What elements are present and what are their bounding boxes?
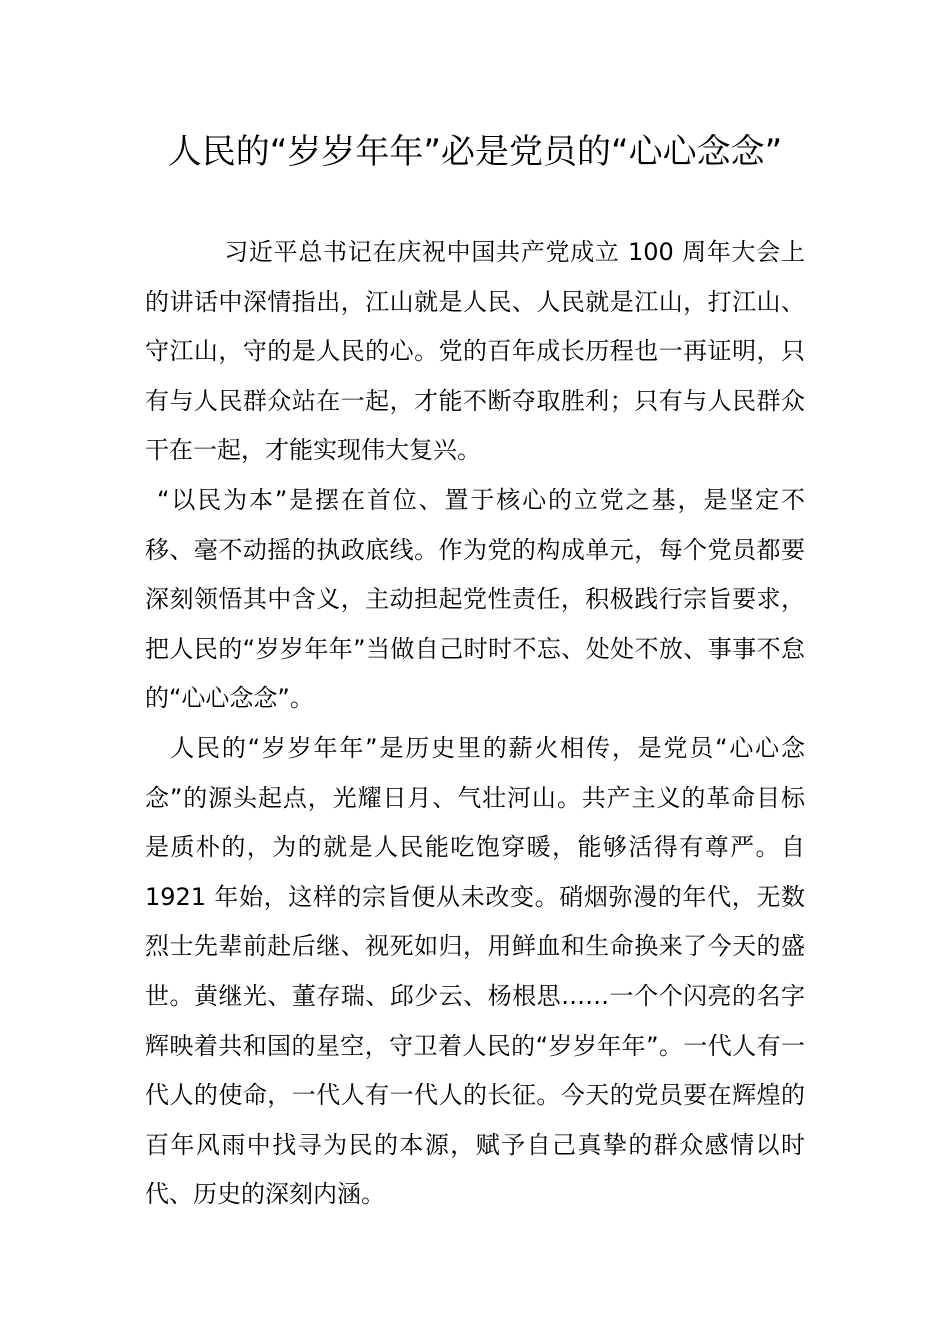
paragraph-1: 习近平总书记在庆祝中国共产党成立 100 周年大会上的讲话中深情指出，江山就是人民、人民就是江山，打江山、守江山，守的是人民的心。党的百年成长历程也一再证明，只有与人民群众站在一起，才能不断夺取胜利；只有与人民群众干在一起，才能实现伟大复兴。 [145,238,805,465]
document-body [145,228,805,1220]
paragraph-2: “以民为本”是摆在首位、置于核心的立党之基，是坚定不移、毫不动摇的执政底线。作为党的构成单元，每个党员都要深刻领悟其中含义，主动担起党性责任，积极践行宗旨要求，把人民的“岁岁年年”当做自己时时不忘、处处不放、事事不怠的“心心念念”。 [145,485,805,713]
paragraph-3: 人民的“岁岁年年”是历史里的薪火相传，是党员“心心念念”的源头起点，光耀日月、气壮河山。共产主义的革命目标是质朴的，为的就是人民能吃饱穿暖，能够活得有尊严。自 1921 年始，这样的宗旨便从未改变。硝烟弥漫的年代，无数烈士先辈前赴后继、视死如归，用鲜血和生命换来了今天的盛世。黄继光、董存瑞、邱少云、杨根思……一个个闪亮的名字辉映着共和国的星空，守卫着人民的“岁岁年年”。一代人有一代人的使命，一代人有一代人的长征。今天的党员要在辉煌的百年风雨中找寻为民的本源，赋予自己真挚的群众感情以时代、历史的深刻内涵。 [145,733,805,1209]
document-title: 人民的“岁岁年年”必是党员的“心心念念” [167,132,783,172]
